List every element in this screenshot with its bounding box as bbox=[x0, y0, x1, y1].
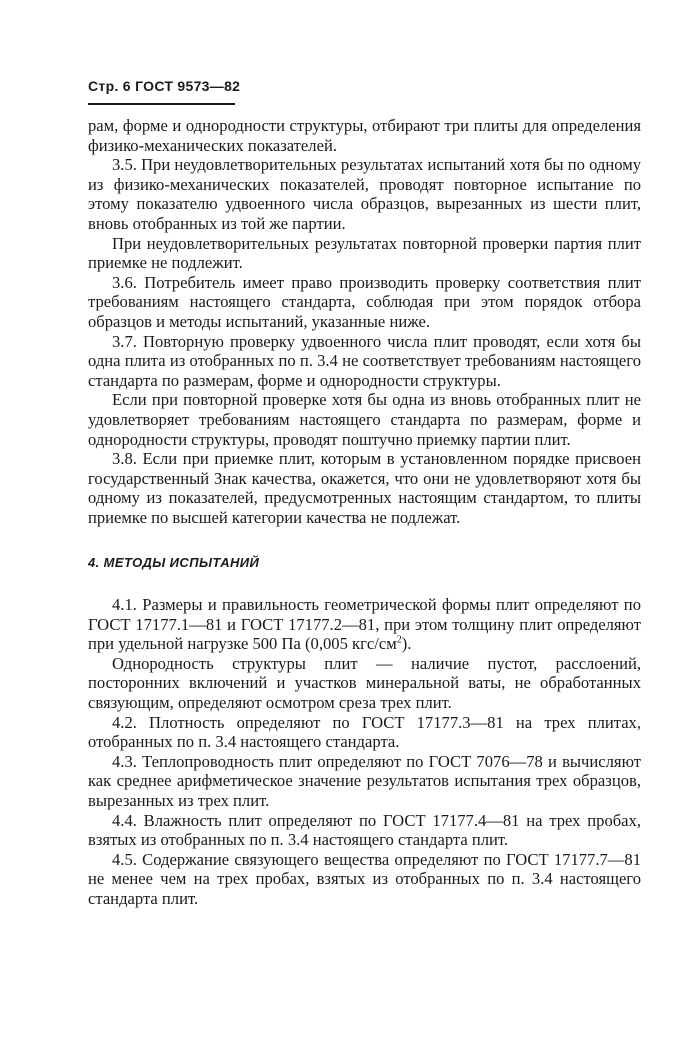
section-title: 4. МЕТОДЫ ИСПЫТАНИЙ bbox=[88, 555, 260, 571]
paragraph-3-7-note: Если при повторной проверке хотя бы одна из вновь отобранных плит не удовлетворяет требованиям настоящего стандарта по размерам, форме и однородности структуры, проводят поштучно приемку партии плит. bbox=[88, 390, 641, 449]
paragraph-4-1-note: Однородность структуры плит — наличие пустот, расслоений, посторонних включений и участков минеральной ваты, не обработанных связующим, определяют осмотром среза трех плит. bbox=[88, 653, 641, 713]
paragraph-4-2: 4.2. Плотность определяют по ГОСТ 17177.3—81 на трех плитах, отобранных по п. 3.4 настоящего стандарта. bbox=[88, 712, 641, 752]
paragraph-4-3: 4.3. Теплопроводность плит определяют по ГОСТ 7076—78 и вычисляют как среднее арифметическое значение результатов испытания трех образцов, вырезанных из трех плит. bbox=[88, 751, 641, 810]
paragraph-3-5-note: При неудовлетворительных результатах повторной проверки партия плит приемке не подлежит. bbox=[88, 233, 641, 273]
paragraph-4-1-text: 4.1. Размеры и правильность геометрической формы плит определяют по ГОСТ 17177.1—81 и ГОСТ 17177.2—81, при этом толщину плит определяют при удельной нагрузке 500 Па (0,005 кгс/см bbox=[88, 595, 641, 654]
header-rule bbox=[88, 103, 235, 105]
paragraph-4-4: 4.4. Влажность плит определяют по ГОСТ 17177.4—81 на трех пробах, взятых из отобранных по п. 3.4 настоящего стандарта плит. bbox=[88, 810, 641, 850]
paragraph-continuation: рам, форме и однородности структуры, отбирают три плиты для определения физико-механических показателей. bbox=[88, 116, 641, 155]
paragraph-3-5: 3.5. При неудовлетворительных результатах испытаний хотя бы по одному из физико-механических показателей, проводят повторное испытание по этому показателю удвоенного числа образцов, вырезанных из шести плит, вновь отобранных из той же партии. bbox=[88, 155, 641, 233]
paragraph-3-8: 3.8. Если при приемке плит, которым в установленном порядке присвоен государственный Знак качества, окажется, что они не удовлетворяют хотя бы одному из показателей, предусмотренных настоящим стандартом, то плиты приемке по высшей категории качества не подлежат. bbox=[88, 449, 641, 527]
paragraph-3-6: 3.6. Потребитель имеет право производить проверку соответствия плит требованиям настоящего стандарта, соблюдая при этом порядок отбора образцов и методы испытаний, указанные ниже. bbox=[88, 272, 641, 331]
superscript: 2 bbox=[396, 634, 402, 646]
paragraph-3-7: 3.7. Повторную проверку удвоенного числа плит проводят, если хотя бы одна плита из отобранных по п. 3.4 не соответствует требованиям настоящего стандарта по размерам, форме и однородности структуры. bbox=[88, 331, 641, 390]
paragraph-4-1 bbox=[88, 595, 641, 654]
page-header: Стр. 6 ГОСТ 9573—82 bbox=[88, 78, 241, 94]
paragraph-4-1-tail: ). bbox=[401, 634, 412, 654]
page-body bbox=[88, 116, 641, 909]
paragraph-4-5: 4.5. Содержание связующего вещества определяют по ГОСТ 17177.7—81 не менее чем на трех пробах, взятых из отобранных по п. 3.4 настоящего стандарта плит. bbox=[88, 849, 641, 908]
